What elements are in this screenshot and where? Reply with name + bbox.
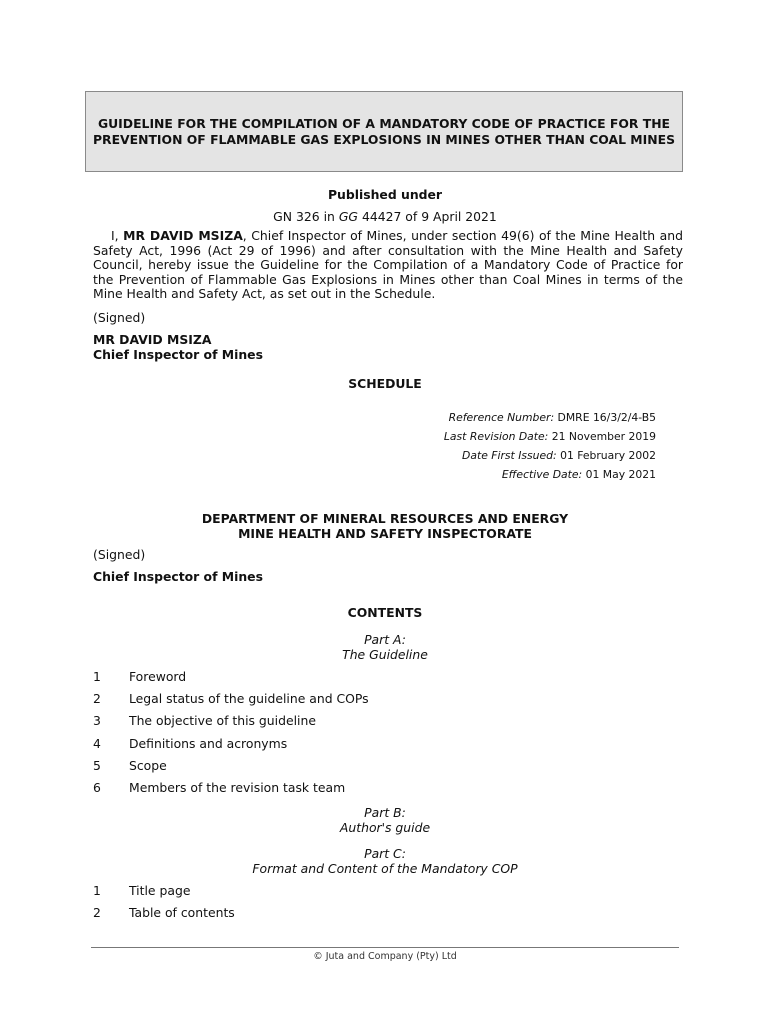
- gazette-prefix: GN 326 in: [273, 209, 339, 224]
- toc-item-table-of-contents: Table of contents: [129, 905, 235, 920]
- toc-item-number: 1: [93, 883, 101, 898]
- part-c-title: Format and Content of the Mandatory COP: [252, 861, 518, 876]
- date-first-issued: [462, 449, 656, 462]
- first-issued-label: Date First Issued:: [462, 449, 557, 462]
- department-name: DEPARTMENT OF MINERAL RESOURCES AND ENERGY: [201, 511, 569, 526]
- revision-label: Last Revision Date:: [443, 430, 549, 443]
- document-title-box: [85, 91, 683, 172]
- toc-item-number: 6: [93, 780, 101, 795]
- part-a-title: The Guideline: [342, 647, 428, 662]
- toc-item-definitions: Definitions and acronyms: [129, 736, 288, 751]
- intro-paragraph: [93, 229, 683, 302]
- gazette-reference: [93, 209, 677, 224]
- document-title: GUIDELINE FOR THE COMPILATION OF A MANDATORY CODE OF PRACTICE FOR THE PREVENTION OF FLAMMABLE GAS EXPLOSIONS IN MINES OTHER THAN COAL MINES: [92, 116, 676, 147]
- schedule-heading: SCHEDULE: [348, 376, 422, 391]
- reference-value: DMRE 16/3/2/4-B5: [554, 411, 656, 424]
- effective-date: [502, 468, 656, 481]
- toc-item-number: 3: [93, 713, 101, 728]
- part-c-label: Part C:: [364, 846, 406, 861]
- first-issued-value: 01 February 2002: [556, 449, 656, 462]
- signatory-name: MR DAVID MSIZA: [93, 332, 212, 347]
- part-b-title: Author's guide: [339, 820, 431, 835]
- footer-divider: [91, 947, 679, 948]
- published-under-heading: Published under: [327, 187, 443, 202]
- toc-item-legal-status: Legal status of the guideline and COPs: [129, 691, 369, 706]
- revision-value: 21 November 2019: [548, 430, 656, 443]
- signatory-title: Chief Inspector of Mines: [93, 347, 263, 362]
- contents-heading: CONTENTS: [347, 605, 423, 620]
- reference-number: [449, 411, 656, 424]
- inspectorate-name: MINE HEALTH AND SAFETY INSPECTORATE: [238, 526, 532, 541]
- department-signatory-title: Chief Inspector of Mines: [93, 569, 263, 584]
- intro-rest: , Chief Inspector of Mines, under section 49(6) of the Mine Health and Safety Act, 1996 (Act 29 of 1996) and after consultation with the Mine Health and Safety Council, hereby issue the Guideline for the Compilation of a Mandatory Code of Practice for the Prevention of Flammable Gas Explosions in Mines other than Coal Mines in terms of the Mine Health and Safety Act, as set out in the Schedule.: [93, 228, 683, 302]
- department-signed-note: (Signed): [93, 547, 146, 562]
- part-a-label: Part A:: [364, 632, 406, 647]
- last-revision-date: [444, 430, 656, 443]
- effective-value: 01 May 2021: [582, 468, 656, 481]
- effective-label: Effective Date:: [501, 468, 583, 481]
- footer-copyright: © Juta and Company (Pty) Ltd: [313, 951, 457, 962]
- signed-note: (Signed): [93, 310, 146, 325]
- toc-item-number: 1: [93, 669, 101, 684]
- gazette-suffix: 44427 of 9 April 2021: [358, 209, 497, 224]
- toc-item-number: 2: [93, 905, 101, 920]
- intro-name: MR DAVID MSIZA: [123, 228, 243, 243]
- toc-item-number: 5: [93, 758, 101, 773]
- toc-item-scope: Scope: [129, 758, 167, 773]
- part-b-label: Part B:: [364, 805, 406, 820]
- toc-item-number: 2: [93, 691, 101, 706]
- toc-item-foreword: Foreword: [129, 669, 187, 684]
- toc-item-number: 4: [93, 736, 101, 751]
- toc-item-title-page: Title page: [129, 883, 191, 898]
- toc-item-task-team: Members of the revision task team: [129, 780, 346, 795]
- intro-start: I,: [111, 228, 124, 243]
- gazette-gg: GG: [338, 209, 359, 224]
- toc-item-objective: The objective of this guideline: [129, 713, 316, 728]
- reference-label: Reference Number:: [448, 411, 555, 424]
